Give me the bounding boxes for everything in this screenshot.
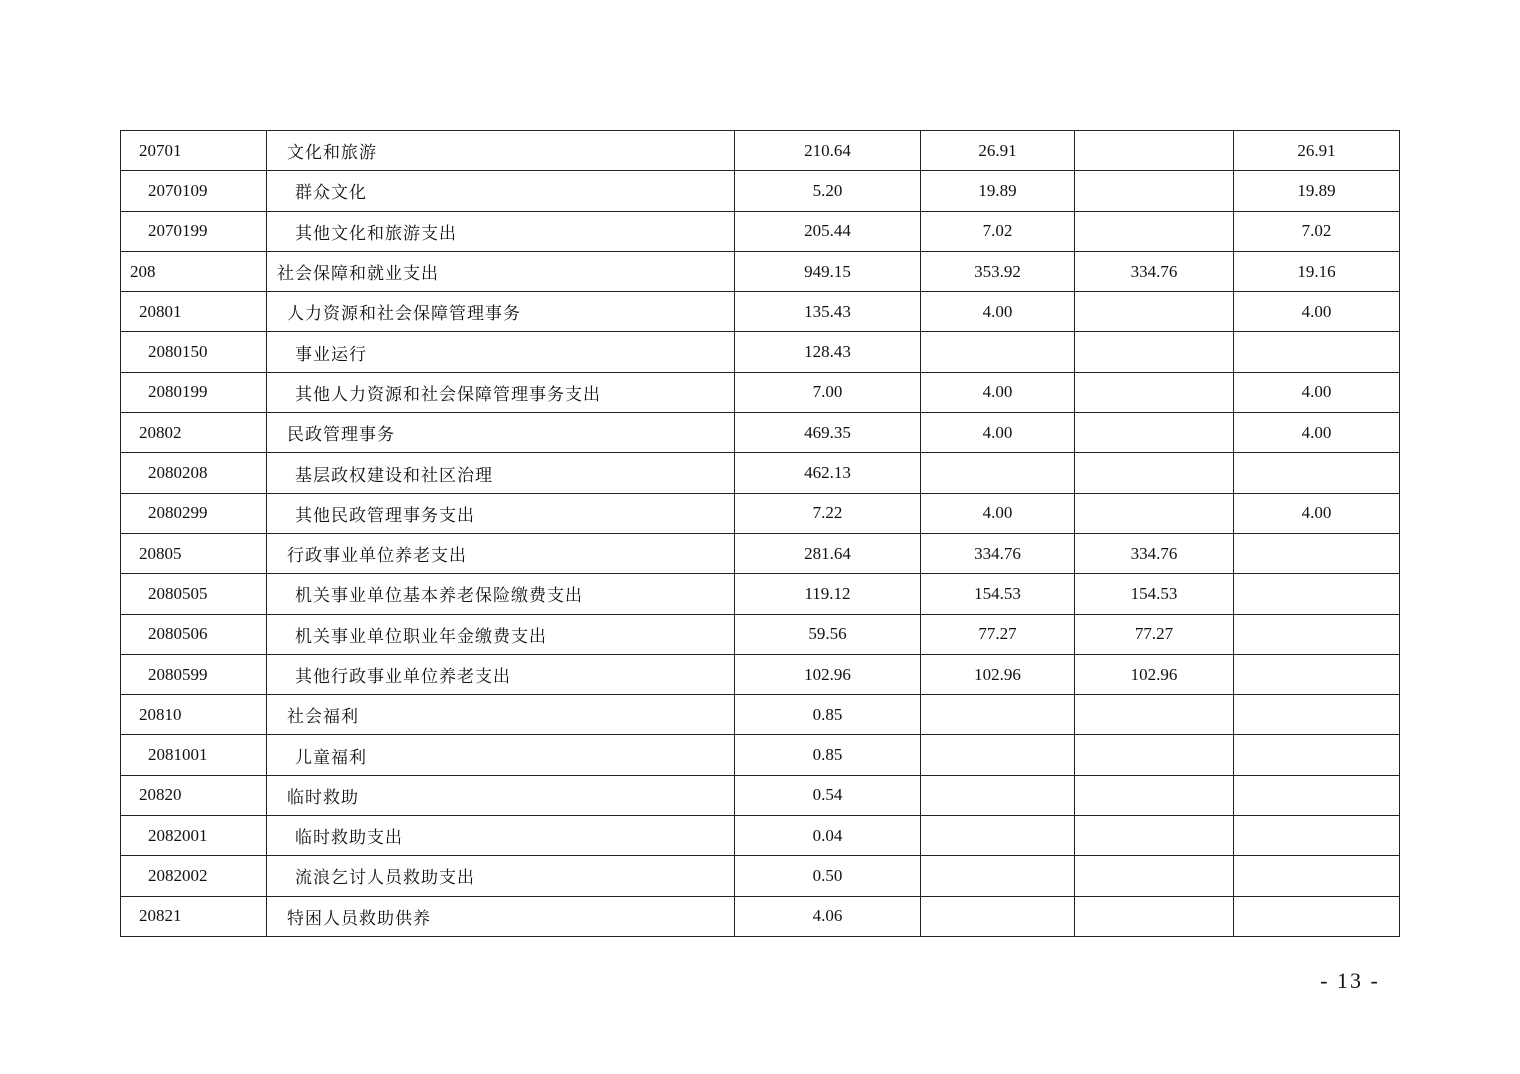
table-row [121, 775, 1400, 815]
subject-code-cell: 2080599 [121, 654, 267, 694]
amount-cell-col3 [1075, 211, 1234, 251]
amount-cell-col4 [1234, 533, 1400, 573]
subject-code-cell: 2080505 [121, 574, 267, 614]
amount-cell-col1: 128.43 [735, 332, 921, 372]
table-row [121, 533, 1400, 573]
amount-cell-col4 [1234, 614, 1400, 654]
page-number: - 13 - [1320, 968, 1380, 993]
table-row [121, 654, 1400, 694]
budget-expenditure-table [120, 130, 1400, 937]
amount-cell-col3 [1075, 735, 1234, 775]
amount-cell-col4: 4.00 [1234, 413, 1400, 453]
subject-name-cell: 其他民政管理事务支出 [267, 493, 735, 533]
amount-cell-col2 [921, 856, 1075, 896]
subject-code-cell: 2082001 [121, 816, 267, 856]
table-row [121, 735, 1400, 775]
amount-cell-col1: 7.22 [735, 493, 921, 533]
subject-name-cell: 特困人员救助供养 [267, 896, 735, 936]
table-row [121, 574, 1400, 614]
subject-name-cell: 行政事业单位养老支出 [267, 533, 735, 573]
amount-cell-col4: 19.89 [1234, 171, 1400, 211]
table-row [121, 332, 1400, 372]
amount-cell-col4 [1234, 896, 1400, 936]
amount-cell-col2 [921, 332, 1075, 372]
amount-cell-col2: 4.00 [921, 372, 1075, 412]
amount-cell-col3 [1075, 816, 1234, 856]
amount-cell-col1: 0.85 [735, 695, 921, 735]
amount-cell-col3: 102.96 [1075, 654, 1234, 694]
subject-code-cell: 20820 [121, 775, 267, 815]
amount-cell-col1: 5.20 [735, 171, 921, 211]
subject-code-cell: 20701 [121, 131, 267, 171]
amount-cell-col2: 4.00 [921, 493, 1075, 533]
amount-cell-col3 [1075, 856, 1234, 896]
table-row [121, 131, 1400, 171]
amount-cell-col3 [1075, 493, 1234, 533]
subject-code-cell: 2080208 [121, 453, 267, 493]
amount-cell-col4 [1234, 332, 1400, 372]
subject-name-cell: 群众文化 [267, 171, 735, 211]
subject-name-cell: 文化和旅游 [267, 131, 735, 171]
amount-cell-col1: 210.64 [735, 131, 921, 171]
amount-cell-col4 [1234, 816, 1400, 856]
subject-code-cell: 20821 [121, 896, 267, 936]
amount-cell-col4 [1234, 654, 1400, 694]
table-row [121, 171, 1400, 211]
amount-cell-col4 [1234, 695, 1400, 735]
amount-cell-col2 [921, 453, 1075, 493]
amount-cell-col2: 154.53 [921, 574, 1075, 614]
amount-cell-col2 [921, 695, 1075, 735]
amount-cell-col1: 7.00 [735, 372, 921, 412]
table-row [121, 453, 1400, 493]
subject-name-cell: 临时救助 [267, 775, 735, 815]
amount-cell-col2: 7.02 [921, 211, 1075, 251]
amount-cell-col1: 4.06 [735, 896, 921, 936]
subject-code-cell: 20801 [121, 292, 267, 332]
subject-name-cell: 人力资源和社会保障管理事务 [267, 292, 735, 332]
amount-cell-col1: 0.04 [735, 816, 921, 856]
subject-name-cell: 社会福利 [267, 695, 735, 735]
subject-name-cell: 基层政权建设和社区治理 [267, 453, 735, 493]
subject-name-cell: 其他行政事业单位养老支出 [267, 654, 735, 694]
subject-name-cell: 临时救助支出 [267, 816, 735, 856]
amount-cell-col1: 0.50 [735, 856, 921, 896]
amount-cell-col2 [921, 735, 1075, 775]
table-row [121, 211, 1400, 251]
amount-cell-col3 [1075, 453, 1234, 493]
table-row [121, 413, 1400, 453]
amount-cell-col4 [1234, 574, 1400, 614]
table-row [121, 695, 1400, 735]
table-row [121, 896, 1400, 936]
amount-cell-col4 [1234, 453, 1400, 493]
amount-cell-col4 [1234, 775, 1400, 815]
table-row [121, 251, 1400, 291]
amount-cell-col3 [1075, 332, 1234, 372]
amount-cell-col2: 4.00 [921, 292, 1075, 332]
subject-name-cell: 流浪乞讨人员救助支出 [267, 856, 735, 896]
amount-cell-col3 [1075, 131, 1234, 171]
table-row [121, 816, 1400, 856]
subject-name-cell: 其他人力资源和社会保障管理事务支出 [267, 372, 735, 412]
subject-name-cell: 其他文化和旅游支出 [267, 211, 735, 251]
amount-cell-col3 [1075, 372, 1234, 412]
amount-cell-col2: 353.92 [921, 251, 1075, 291]
amount-cell-col2: 26.91 [921, 131, 1075, 171]
amount-cell-col2: 19.89 [921, 171, 1075, 211]
amount-cell-col4: 4.00 [1234, 292, 1400, 332]
amount-cell-col3 [1075, 292, 1234, 332]
subject-code-cell: 20802 [121, 413, 267, 453]
amount-cell-col2: 334.76 [921, 533, 1075, 573]
amount-cell-col4 [1234, 856, 1400, 896]
subject-code-cell: 2080299 [121, 493, 267, 533]
subject-code-cell: 2080199 [121, 372, 267, 412]
subject-name-cell: 机关事业单位基本养老保险缴费支出 [267, 574, 735, 614]
subject-name-cell: 儿童福利 [267, 735, 735, 775]
amount-cell-col1: 59.56 [735, 614, 921, 654]
subject-code-cell: 2081001 [121, 735, 267, 775]
table-row [121, 372, 1400, 412]
amount-cell-col1: 135.43 [735, 292, 921, 332]
amount-cell-col2 [921, 896, 1075, 936]
subject-code-cell: 2080506 [121, 614, 267, 654]
amount-cell-col1: 949.15 [735, 251, 921, 291]
amount-cell-col3: 154.53 [1075, 574, 1234, 614]
subject-code-cell: 208 [121, 251, 267, 291]
subject-code-cell: 2070199 [121, 211, 267, 251]
amount-cell-col1: 102.96 [735, 654, 921, 694]
amount-cell-col1: 0.54 [735, 775, 921, 815]
amount-cell-col2 [921, 775, 1075, 815]
amount-cell-col3 [1075, 695, 1234, 735]
subject-name-cell: 机关事业单位职业年金缴费支出 [267, 614, 735, 654]
amount-cell-col1: 281.64 [735, 533, 921, 573]
amount-cell-col3 [1075, 171, 1234, 211]
amount-cell-col4: 26.91 [1234, 131, 1400, 171]
amount-cell-col1: 469.35 [735, 413, 921, 453]
subject-name-cell: 民政管理事务 [267, 413, 735, 453]
amount-cell-col3 [1075, 775, 1234, 815]
subject-name-cell: 社会保障和就业支出 [267, 251, 735, 291]
table-row [121, 493, 1400, 533]
subject-code-cell: 2080150 [121, 332, 267, 372]
subject-code-cell: 20810 [121, 695, 267, 735]
table-row [121, 856, 1400, 896]
subject-name-cell: 事业运行 [267, 332, 735, 372]
amount-cell-col2: 77.27 [921, 614, 1075, 654]
amount-cell-col4: 4.00 [1234, 372, 1400, 412]
table-body [121, 131, 1400, 937]
amount-cell-col2: 102.96 [921, 654, 1075, 694]
table-row [121, 614, 1400, 654]
amount-cell-col3: 77.27 [1075, 614, 1234, 654]
amount-cell-col2 [921, 816, 1075, 856]
amount-cell-col1: 0.85 [735, 735, 921, 775]
amount-cell-col1: 119.12 [735, 574, 921, 614]
subject-code-cell: 20805 [121, 533, 267, 573]
amount-cell-col1: 462.13 [735, 453, 921, 493]
amount-cell-col1: 205.44 [735, 211, 921, 251]
amount-cell-col3: 334.76 [1075, 533, 1234, 573]
amount-cell-col2: 4.00 [921, 413, 1075, 453]
amount-cell-col4 [1234, 735, 1400, 775]
subject-code-cell: 2082002 [121, 856, 267, 896]
amount-cell-col3 [1075, 896, 1234, 936]
amount-cell-col4: 4.00 [1234, 493, 1400, 533]
amount-cell-col4: 19.16 [1234, 251, 1400, 291]
subject-code-cell: 2070109 [121, 171, 267, 211]
table-row [121, 292, 1400, 332]
amount-cell-col4: 7.02 [1234, 211, 1400, 251]
amount-cell-col3: 334.76 [1075, 251, 1234, 291]
amount-cell-col3 [1075, 413, 1234, 453]
